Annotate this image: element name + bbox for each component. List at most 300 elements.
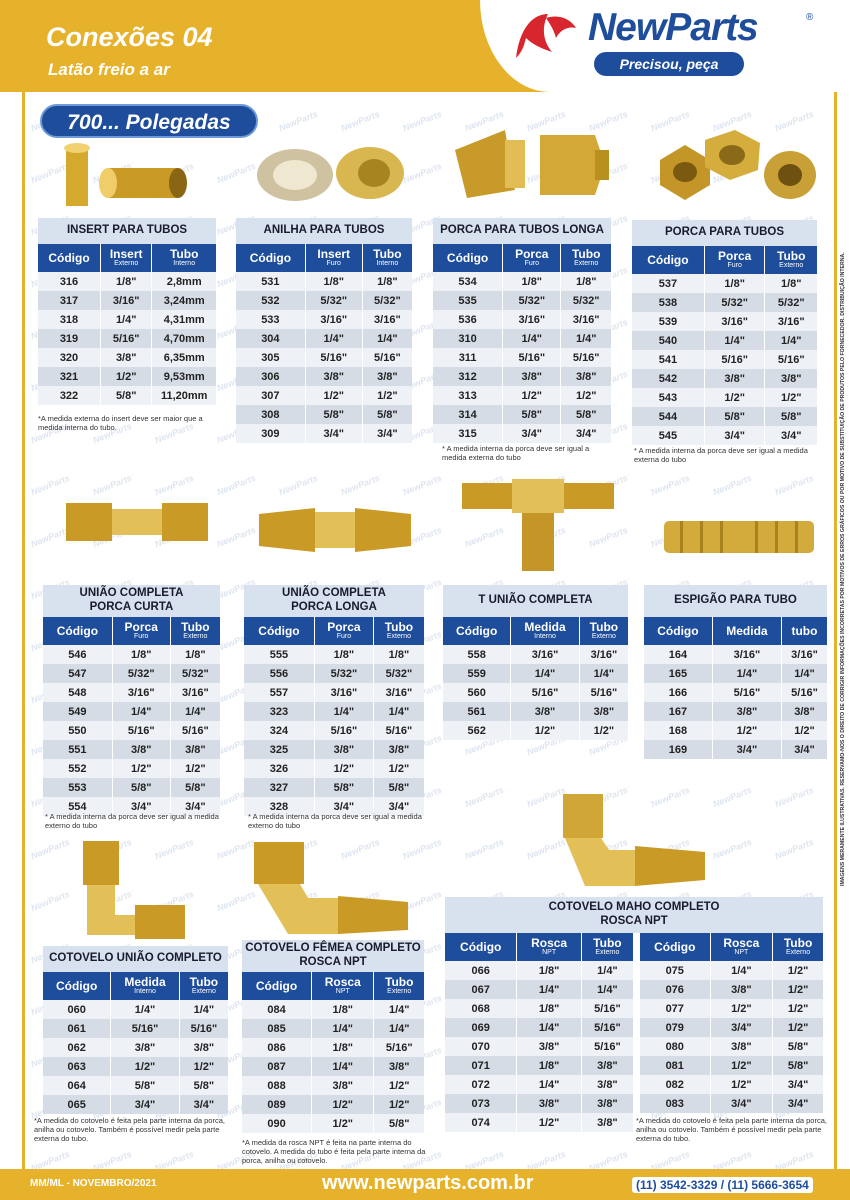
table-cell: 3/8" (314, 740, 373, 759)
table-cell: 6,35mm (152, 348, 216, 367)
table-cell: 3/16" (712, 645, 781, 664)
table-row (640, 961, 823, 980)
table-row (644, 740, 827, 759)
cotovelo-femea-section (242, 940, 424, 1133)
table-cell: 1/2" (773, 980, 823, 999)
uniao-longa-note: * A medida interna da porca deve ser igual a medida externo do tubo (248, 812, 422, 830)
cotovelo-femea-table (242, 972, 424, 1133)
table-row (244, 683, 424, 702)
table-cell: 304 (236, 329, 305, 348)
table-cell: 550 (43, 721, 112, 740)
table-row (640, 980, 823, 999)
table-cell: 1/2" (511, 721, 580, 740)
table-cell: 1/4" (362, 329, 412, 348)
table-row (433, 348, 611, 367)
table-cell: 3/4" (503, 424, 561, 443)
footer-date: MM/ML - NOVEMBRO/2021 (30, 1178, 157, 1189)
column-header: Medida Interno (511, 617, 580, 645)
table-cell: 5/16" (101, 329, 152, 348)
column-header: Tubo Externo (373, 617, 424, 645)
column-header: Rosca NPT (517, 933, 581, 961)
table-cell: 5/16" (704, 350, 765, 369)
table-cell: 1/4" (170, 702, 220, 721)
page-title: Conexões 04 (46, 22, 213, 52)
table-cell: 5/16" (561, 348, 611, 367)
table-cell: 076 (640, 980, 710, 999)
table-cell: 5/32" (170, 664, 220, 683)
uniao-curta-section (43, 585, 220, 816)
table-cell: 546 (43, 645, 112, 664)
table-cell: 5/16" (314, 721, 373, 740)
table-cell: 5/8" (111, 1076, 180, 1095)
table-cell: 1/8" (517, 999, 581, 1018)
anilha-image (250, 135, 410, 210)
section-pill: 700... Polegadas (40, 104, 258, 138)
table-cell: 311 (433, 348, 503, 367)
uniao-longa-image (255, 500, 415, 560)
table-cell: 5/32" (305, 291, 362, 310)
table-cell: 3/16" (781, 645, 827, 664)
table-cell: 320 (38, 348, 101, 367)
table-cell: 3,24mm (152, 291, 216, 310)
table-cell: 314 (433, 405, 503, 424)
table-cell: 1/4" (561, 329, 611, 348)
table-cell: 5/8" (314, 778, 373, 797)
table-cell: 310 (433, 329, 503, 348)
table-row (445, 1037, 633, 1056)
table-cell: 1/2" (314, 759, 373, 778)
table-cell: 060 (43, 1000, 111, 1019)
table-cell: 088 (242, 1076, 312, 1095)
table-cell: 3/16" (511, 645, 580, 664)
table-cell: 067 (445, 980, 517, 999)
table-cell: 1/4" (704, 331, 765, 350)
insert-table (38, 244, 216, 405)
espigao-image (660, 515, 820, 559)
table-cell: 1/8" (362, 272, 412, 291)
table-cell: 081 (640, 1056, 710, 1075)
table-cell: 5/16" (111, 1019, 180, 1038)
porca-table (632, 246, 817, 445)
column-header: Rosca NPT (312, 972, 374, 1000)
table-row (43, 1076, 228, 1095)
table-row (445, 1094, 633, 1113)
table-cell: 3/16" (373, 683, 424, 702)
table-cell: 544 (632, 407, 704, 426)
column-header: Rosca NPT (710, 933, 773, 961)
table-cell: 534 (433, 272, 503, 291)
table-cell: 164 (644, 645, 712, 664)
section-title: COTOVELO FÊMEA COMPLETO ROSCA NPT (242, 940, 424, 972)
table-cell: 5/16" (765, 350, 817, 369)
table-row (43, 1057, 228, 1076)
brand-slogan: Precisou, peça (594, 52, 744, 76)
table-cell: 5/16" (511, 683, 580, 702)
table-row (632, 293, 817, 312)
footer-phone: (11) 3542-3329 / (11) 5666-3654 (632, 1177, 813, 1193)
section-title: COTOVELO UNIÃO COMPLETO (43, 946, 228, 972)
column-header: Tubo Externo (765, 246, 817, 274)
section-title: PORCA PARA TUBOS LONGA (433, 218, 611, 244)
table-cell: 3/8" (581, 1094, 633, 1113)
cotovelo-uniao-table (43, 972, 228, 1114)
table-cell: 082 (640, 1075, 710, 1094)
table-row (443, 645, 628, 664)
table-cell: 3/8" (305, 367, 362, 386)
cotovelo-macho-title: COTOVELO MAHO COMPLETO ROSCA NPT (445, 897, 823, 933)
table-row (242, 1019, 424, 1038)
uniao-curta-table (43, 617, 220, 816)
table-cell: 5/32" (765, 293, 817, 312)
table-row (43, 683, 220, 702)
table-cell: 1/8" (503, 272, 561, 291)
table-cell: 558 (443, 645, 511, 664)
table-cell: 062 (43, 1038, 111, 1057)
column-header: tubo (781, 617, 827, 645)
table-cell: 079 (640, 1018, 710, 1037)
table-row (433, 329, 611, 348)
table-row (38, 348, 216, 367)
table-cell: 3/16" (579, 645, 628, 664)
table-row (244, 759, 424, 778)
table-cell: 3/4" (170, 797, 220, 816)
column-header: Tubo Externo (170, 617, 220, 645)
table-row (38, 367, 216, 386)
table-cell: 3/8" (517, 1094, 581, 1113)
table-row (644, 721, 827, 740)
table-row (632, 350, 817, 369)
table-cell: 538 (632, 293, 704, 312)
table-cell: 3/8" (581, 1113, 633, 1132)
table-cell: 5/8" (305, 405, 362, 424)
column-header: Código (43, 617, 112, 645)
table-row (644, 664, 827, 683)
table-row (632, 388, 817, 407)
table-cell: 085 (242, 1019, 312, 1038)
table-cell: 3/16" (305, 310, 362, 329)
table-cell: 5/32" (503, 291, 561, 310)
table-cell: 3/4" (704, 426, 765, 445)
table-row (445, 980, 633, 999)
table-row (632, 407, 817, 426)
cotovelo-uniao-image (75, 835, 190, 945)
table-cell: 5/16" (781, 683, 827, 702)
table-cell: 1/2" (374, 1076, 424, 1095)
uniao-longa-table (244, 617, 424, 816)
page-subtitle: Latão freio a ar (48, 60, 170, 79)
table-row (236, 348, 412, 367)
table-cell: 3/8" (517, 1037, 581, 1056)
table-row (242, 1114, 424, 1133)
table-cell: 1/4" (314, 702, 373, 721)
table-cell: 5/8" (373, 778, 424, 797)
table-cell: 166 (644, 683, 712, 702)
table-row (236, 272, 412, 291)
table-row (443, 683, 628, 702)
table-cell: 165 (644, 664, 712, 683)
table-row (443, 721, 628, 740)
table-cell: 1/4" (517, 1075, 581, 1094)
table-cell: 065 (43, 1095, 111, 1114)
table-cell: 3/8" (712, 702, 781, 721)
table-row (43, 759, 220, 778)
table-cell: 5/16" (170, 721, 220, 740)
table-cell: 1/4" (312, 1019, 374, 1038)
table-cell: 5/32" (314, 664, 373, 683)
table-cell: 562 (443, 721, 511, 740)
table-cell: 4,31mm (152, 310, 216, 329)
table-cell: 305 (236, 348, 305, 367)
table-cell: 545 (632, 426, 704, 445)
column-header: Tubo Externo (579, 617, 628, 645)
table-cell: 540 (632, 331, 704, 350)
table-cell: 1/2" (312, 1095, 374, 1114)
table-cell: 321 (38, 367, 101, 386)
table-cell: 1/4" (101, 310, 152, 329)
table-cell: 1/4" (111, 1000, 180, 1019)
table-cell: 068 (445, 999, 517, 1018)
table-cell: 1/2" (179, 1057, 228, 1076)
table-cell: 074 (445, 1113, 517, 1132)
table-row (244, 721, 424, 740)
table-cell: 1/2" (362, 386, 412, 405)
cotovelo-uniao-section (43, 946, 228, 1114)
table-cell: 5/32" (362, 291, 412, 310)
table-cell: 1/8" (765, 274, 817, 293)
table-cell: 086 (242, 1038, 312, 1057)
table-row (242, 1000, 424, 1019)
table-cell: 3/4" (179, 1095, 228, 1114)
table-cell: 3/16" (704, 312, 765, 331)
table-row (445, 1018, 633, 1037)
table-cell: 549 (43, 702, 112, 721)
table-cell: 552 (43, 759, 112, 778)
table-cell: 090 (242, 1114, 312, 1133)
table-cell: 3/16" (561, 310, 611, 329)
table-cell: 325 (244, 740, 314, 759)
table-cell: 077 (640, 999, 710, 1018)
cotovelo-macho-section (445, 933, 633, 1132)
column-header: Código (38, 244, 101, 272)
porca-longa-note: * A medida interna da porca deve ser igual a medida externa do tubo (442, 444, 590, 462)
table-cell: 5/32" (704, 293, 765, 312)
anilha-section (236, 218, 412, 443)
table-cell: 1/8" (704, 274, 765, 293)
column-header: Porca Furo (314, 617, 373, 645)
table-row (43, 1038, 228, 1057)
table-cell: 1/2" (781, 721, 827, 740)
column-header: Código (433, 244, 503, 272)
espigao-section (644, 585, 827, 759)
table-cell: 3/4" (314, 797, 373, 816)
table-row (640, 1075, 823, 1094)
table-cell: 1/8" (561, 272, 611, 291)
table-row (236, 329, 412, 348)
table-row (43, 1019, 228, 1038)
table-row (38, 329, 216, 348)
table-row (433, 291, 611, 310)
table-row (433, 272, 611, 291)
table-row (433, 386, 611, 405)
table-cell: 5/8" (773, 1056, 823, 1075)
table-cell: 1/2" (579, 721, 628, 740)
table-cell: 1/2" (101, 367, 152, 386)
column-header: Código (445, 933, 517, 961)
column-header: Porca Furo (704, 246, 765, 274)
table-cell: 3/8" (101, 348, 152, 367)
table-row (38, 310, 216, 329)
table-row (445, 1056, 633, 1075)
table-cell: 1/4" (305, 329, 362, 348)
table-cell: 5/32" (112, 664, 170, 683)
table-cell: 561 (443, 702, 511, 721)
table-row (242, 1076, 424, 1095)
table-row (242, 1095, 424, 1114)
table-row (244, 645, 424, 664)
table-cell: 3/16" (503, 310, 561, 329)
table-cell: 089 (242, 1095, 312, 1114)
table-row (632, 274, 817, 293)
table-cell: 3/8" (179, 1038, 228, 1057)
table-cell: 541 (632, 350, 704, 369)
table-cell: 537 (632, 274, 704, 293)
table-cell: 168 (644, 721, 712, 740)
table-cell: 309 (236, 424, 305, 443)
table-cell: 5/8" (362, 405, 412, 424)
table-cell: 3/4" (710, 1018, 773, 1037)
table-cell: 557 (244, 683, 314, 702)
table-cell: 3/8" (710, 980, 773, 999)
table-cell: 543 (632, 388, 704, 407)
column-header: Tubo Externo (561, 244, 611, 272)
table-cell: 306 (236, 367, 305, 386)
table-row (236, 310, 412, 329)
table-cell: 3/4" (773, 1094, 823, 1113)
table-cell: 313 (433, 386, 503, 405)
column-header: Tubo Externo (581, 933, 633, 961)
table-cell: 1/2" (305, 386, 362, 405)
table-cell: 324 (244, 721, 314, 740)
table-cell: 556 (244, 664, 314, 683)
column-header: Código (644, 617, 712, 645)
section-title: UNIÃO COMPLETA PORCA LONGA (244, 585, 424, 617)
table-row (43, 721, 220, 740)
column-header: Medida (712, 617, 781, 645)
table-row (445, 1113, 633, 1132)
column-header: Código (443, 617, 511, 645)
table-row (43, 1000, 228, 1019)
espigao-table (644, 617, 827, 759)
table-row (640, 1018, 823, 1037)
table-row (443, 664, 628, 683)
table-cell: 1/4" (373, 702, 424, 721)
table-cell: 9,53mm (152, 367, 216, 386)
column-header: Porca Furo (112, 617, 170, 645)
table-cell: 560 (443, 683, 511, 702)
table-cell: 3/8" (581, 1056, 633, 1075)
section-title: PORCA PARA TUBOS (632, 220, 817, 246)
table-cell: 1/4" (579, 664, 628, 683)
table-cell: 5/16" (305, 348, 362, 367)
porca-section (632, 220, 817, 445)
table-cell: 066 (445, 961, 517, 980)
table-cell: 1/8" (314, 645, 373, 664)
table-cell: 3/16" (314, 683, 373, 702)
table-cell: 327 (244, 778, 314, 797)
table-cell: 11,20mm (152, 386, 216, 405)
table-cell: 061 (43, 1019, 111, 1038)
table-cell: 3/4" (712, 740, 781, 759)
table-row (38, 386, 216, 405)
table-cell: 3/8" (362, 367, 412, 386)
table-cell: 1/2" (517, 1113, 581, 1132)
table-cell: 3/4" (112, 797, 170, 816)
table-cell: 553 (43, 778, 112, 797)
cotovelo-femea-note: *A medida da rosca NPT é feita na parte interna do cotovelo. A medida do tubo é feita pela parte interna da porca, anilha ou cotovelo. (242, 1138, 426, 1165)
table-cell: 5/16" (712, 683, 781, 702)
table-cell: 3/8" (581, 1075, 633, 1094)
table-row (443, 702, 628, 721)
table-cell: 3/16" (765, 312, 817, 331)
table-cell: 3/16" (101, 291, 152, 310)
table-cell: 536 (433, 310, 503, 329)
table-cell: 3/4" (362, 424, 412, 443)
table-cell: 1/2" (561, 386, 611, 405)
table-cell: 1/2" (773, 961, 823, 980)
table-cell: 1/8" (170, 645, 220, 664)
table-cell: 1/2" (112, 759, 170, 778)
table-cell: 5/16" (373, 721, 424, 740)
table-cell: 1/4" (781, 664, 827, 683)
table-row (632, 426, 817, 445)
table-cell: 167 (644, 702, 712, 721)
table-cell: 1/2" (765, 388, 817, 407)
table-cell: 3/8" (710, 1037, 773, 1056)
table-cell: 087 (242, 1057, 312, 1076)
table-cell: 5/32" (561, 291, 611, 310)
cotovelo-macho-image (555, 790, 710, 890)
table-cell: 1/8" (305, 272, 362, 291)
porca-note: * A medida interna da porca deve ser igual a medida externa do tubo (634, 446, 808, 464)
table-cell: 1/8" (112, 645, 170, 664)
column-header: Código (236, 244, 305, 272)
table-row (242, 1057, 424, 1076)
table-cell: 317 (38, 291, 101, 310)
column-header: Código (640, 933, 710, 961)
cotovelo-macho-note: *A medida do cotovelo é feita pela parte interna da porca, anilha ou cotovelo. Também é possível medir pela parte externa do tubo. (636, 1116, 827, 1143)
table-cell: 1/2" (773, 999, 823, 1018)
table-cell: 5/16" (503, 348, 561, 367)
table-cell: 1/4" (765, 331, 817, 350)
table-cell: 072 (445, 1075, 517, 1094)
footer-website-link[interactable]: www.newparts.com.br (322, 1172, 534, 1194)
table-cell: 5/16" (112, 721, 170, 740)
table-row (43, 702, 220, 721)
table-cell: 1/8" (517, 1056, 581, 1075)
table-row (433, 424, 611, 443)
table-cell: 5/8" (773, 1037, 823, 1056)
brand-name: NewParts (588, 6, 758, 49)
table-cell: 5/16" (581, 1037, 633, 1056)
column-header: Porca Furo (503, 244, 561, 272)
cotovelo-macho2-section (640, 933, 823, 1113)
cotovelo-uniao-note: *A medida do cotovelo é feita pela parte interna da porca, anilha ou cotovelo. Também é possível medir pela parte externa do tubo. (34, 1116, 225, 1143)
table-cell: 3/4" (710, 1094, 773, 1113)
cotovelo-macho-table (445, 933, 633, 1132)
table-cell: 5/8" (101, 386, 152, 405)
table-cell: 5/16" (374, 1038, 424, 1057)
table-cell: 3/4" (765, 426, 817, 445)
